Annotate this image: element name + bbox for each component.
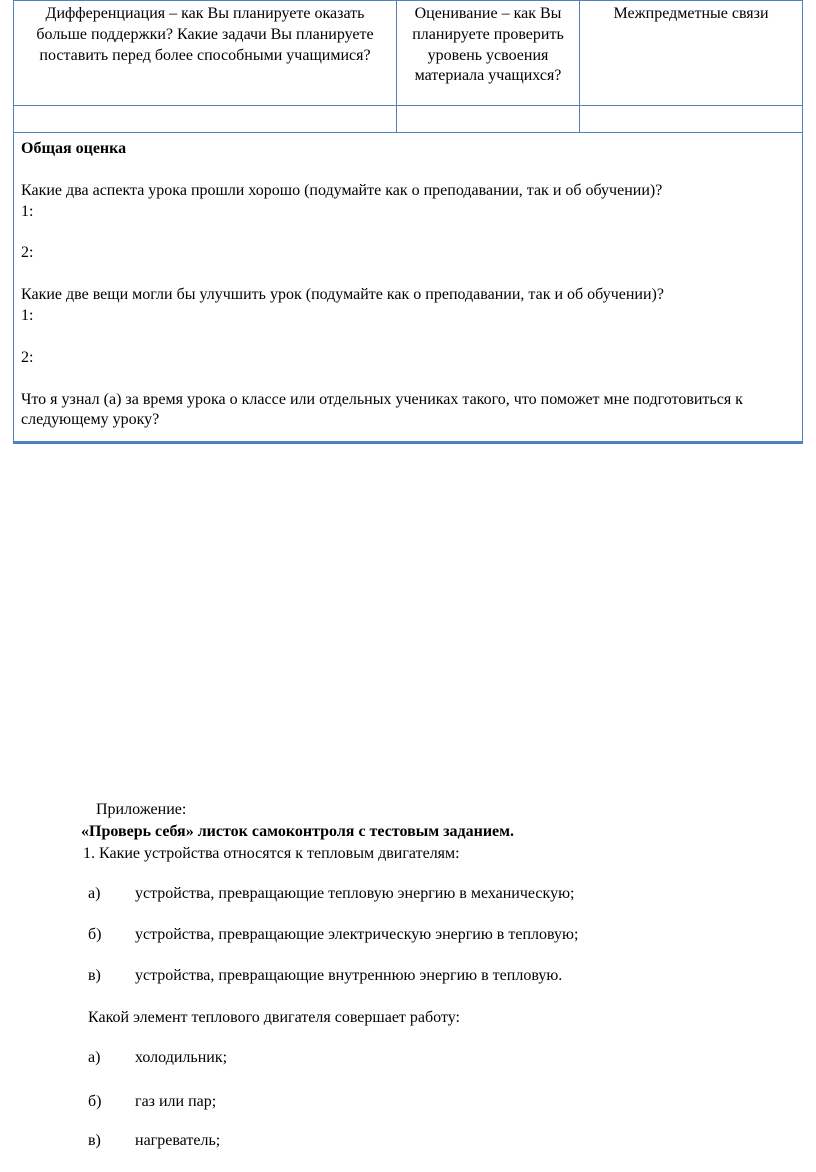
table-cell [14,106,397,133]
table-header-row [14,1,803,106]
option-letter: б) [88,926,102,943]
option-text: газ или пар; [135,1093,217,1110]
option-letter: а) [88,885,101,902]
header-differentiation: Дифференциация – как Вы планируете оказать больше поддержки? Какие задачи Вы планируете поставить перед более способными учащимися? [14,1,397,106]
header-cross-curricular: Межпредметные связи [580,1,803,106]
question-good-aspects: Какие два аспекта урока прошли хорошо (подумайте как о преподавании, так и об обучении)? [21,181,663,199]
summary-title: Общая оценка [21,140,127,157]
answer-label-2: 2: [21,348,34,366]
appendix-heading: «Проверь себя» листок самоконтроля с тестовым заданием. [81,823,515,840]
option-text: устройства, превращающие тепловую энергию в механическую; [135,885,575,902]
answer-label-2: 2: [21,244,34,262]
table-cell [580,106,803,133]
question-improvements: Какие две вещи могли бы улучшить урок (подумайте как о преподавании, так и об обучении)? [21,286,664,304]
question-learned: Что я узнал (а) за время урока о классе или отдельных учениках такого, что поможет мне подготовиться к следующему уроку? [21,390,743,429]
answer-label-1: 1: [21,306,34,324]
option-letter: а) [88,1049,101,1066]
option-text: устройства, превращающие электрическую энергию в тепловую; [135,926,579,943]
lesson-plan-table [13,0,803,444]
question-2: Какой элемент теплового двигателя совершает работу: [88,1009,460,1026]
summary-cell [14,133,803,443]
header-assessment: Оценивание – как Вы планируете проверить уровень усвоения материала учащихся? [397,1,580,106]
appendix-label: Приложение: [96,801,187,818]
option-letter: в) [88,967,101,984]
table-empty-row [14,106,803,133]
option-letter: б) [88,1093,102,1110]
option-text: устройства, превращающие внутреннюю энергию в тепловую. [135,967,563,984]
question-1: 1. Какие устройства относятся к тепловым двигателям: [83,845,460,862]
answer-label-1: 1: [21,202,34,220]
option-text: холодильник; [135,1049,228,1066]
option-letter: в) [88,1132,101,1149]
summary-row [14,133,803,443]
option-text: нагреватель; [135,1132,221,1149]
table-cell [397,106,580,133]
